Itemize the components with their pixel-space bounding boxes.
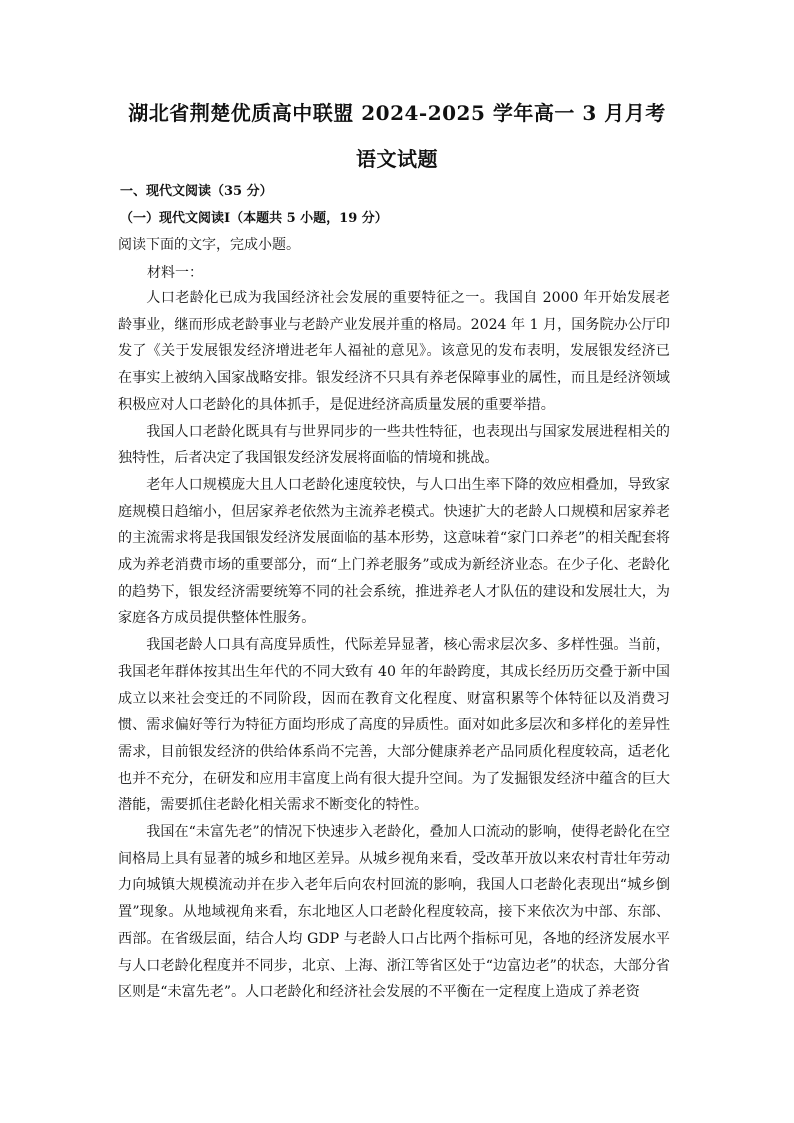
subsection-heading: （一）现代文阅读Ⅰ（本题共 5 小题，19 分） — [120, 211, 388, 226]
section-heading: 一、现代文阅读（35 分） — [120, 184, 273, 199]
article-body — [118, 285, 670, 1006]
document-subtitle: 语文试题 — [356, 147, 438, 171]
document-title: 湖北省荆楚优质高中联盟 2024-2025 学年高一 3 月月考 — [128, 101, 666, 125]
material-label: 材料一： — [147, 265, 203, 281]
paragraph: 我国在“未富先老”的情况下快速步入老龄化，叠加人口流动的影响，使得老龄化在空间格局上具有显著的城乡和地区差异。从城乡视角来看，受改革开放以来农村青壮年劳动力向城镇大规模流动并在步入老年后向农村回流的影响，我国人口老龄化表现出“城乡倒置”现象。从地域视角来看，东北地区人口老龄化程度较高，接下来依次为中部、东部、西部。在省级层面，结合人均 GDP 与老龄人口占比两个指标可见，各地的经济发展水平与人口老龄化程度并不同步，北京、上海、浙江等省区处于“边富边老”的状态，大部分省区则是“未富先老”。人口老龄化和经济社会发展的不平衡在一定程度上造成了养老资 — [118, 824, 670, 1001]
paragraph: 我国老龄人口具有高度异质性，代际差异显著，核心需求层次多、多样性强。当前，我国老年群体按其出生年代的不同大致有 40 年的年龄跨度，其成长经历历交叠于新中国成立以来社会变迁的不同阶段，因而在教育文化程度、财富积累等个体特征以及消费习惯、需求偏好等行为特征方面均形成了高度的异质性。面对如此多层次和多样化的差异性需求，目前银发经济的供给体系尚不完善，大部分健康养老产品同质化程度较高，适老化也并不充分，在研发和应用丰富度上尚有很大提升空间。为了发掘银发经济中蕴含的巨大潜能，需要抓住老龄化相关需求不断变化的特性。 — [118, 637, 670, 814]
paragraph: 人口老龄化已成为我国经济社会发展的重要特征之一。我国自 2000 年开始发展老龄事业，继而形成老龄事业与老龄产业发展并重的格局。2024 年 1 月，国务院办公厅印发了《关于发展银发经济增进老年人福祉的意见》。该意见的发布表明，发展银发经济已在事实上被纳入国家战略安排。银发经济不只具有养老保障事业的属性，而且是经济领域积极应对人口老龄化的具体抓手，是促进经济高质量发展的重要举措。 — [118, 290, 670, 413]
paragraph: 我国人口老龄化既具有与世界同步的一些共性特征，也表现出与国家发展进程相关的独特性，后者决定了我国银发经济发展将面临的情境和挑战。 — [118, 423, 670, 467]
reading-instruction: 阅读下面的文字，完成小题。 — [118, 237, 300, 253]
paragraph: 老年人口规模庞大且人口老龄化速度较快，与人口出生率下降的效应相叠加，导致家庭规模日趋缩小，但居家养老依然为主流养老模式。快速扩大的老龄人口规模和居家养老的主流需求将是我国银发经济发展面临的基本形势，这意味着“家门口养老”的相关配套将成为养老消费市场的重要部分，而“上门养老服务”或成为新经济业态。在少子化、老龄化的趋势下，银发经济需要统筹不同的社会系统，推进养老人才队伍的建设和发展壮大，为家庭各方成员提供整体性服务。 — [118, 476, 670, 627]
